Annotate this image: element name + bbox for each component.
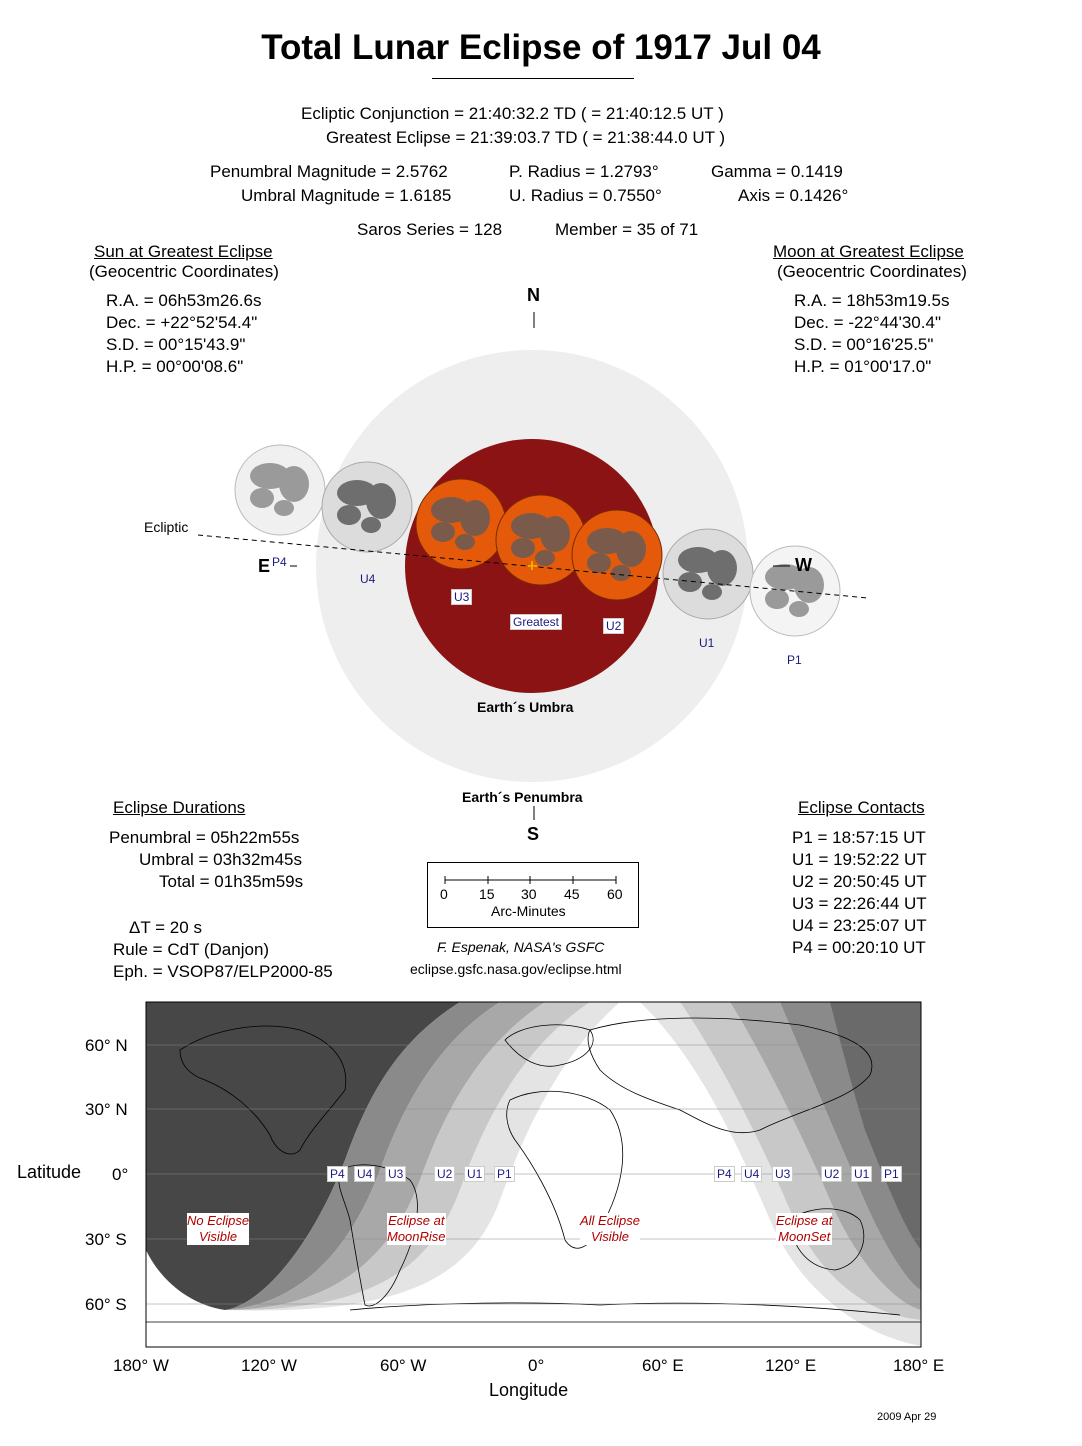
contacts-heading: Eclipse Contacts [798, 798, 925, 817]
moon-dec: Dec. = -22°44'30.4" [794, 313, 941, 332]
map-tag-u3-left: U3 [385, 1166, 406, 1182]
gamma: Gamma = 0.1419 [711, 162, 843, 181]
contact-p1-label: P1 [787, 653, 802, 667]
contact-u1-label: U1 [699, 636, 715, 650]
lat-label-60n: 60° N [85, 1036, 128, 1055]
region-moonrise-line2: MoonRise [387, 1229, 446, 1244]
region-no-eclipse-line2: Visible [199, 1229, 238, 1244]
umbra-label: Earth´s Umbra [477, 699, 574, 715]
region-moonset-line1: Eclipse at [776, 1213, 833, 1228]
east-label: E [258, 556, 271, 576]
sun-heading: Sun at Greatest Eclipse [94, 242, 273, 261]
duration-penumbral: Penumbral = 05h22m55s [109, 828, 300, 847]
ecliptic-conjunction: Ecliptic Conjunction = 21:40:32.2 TD ( = 21:40:12.5 UT ) [301, 104, 724, 123]
map-tag-u2-left: U2 [434, 1166, 455, 1182]
lon-label-120w: 120° W [241, 1356, 297, 1375]
map-tag-u4-left: U4 [354, 1166, 375, 1182]
west-label: W [795, 555, 812, 575]
sun-subheading: (Geocentric Coordinates) [89, 262, 279, 281]
map-tag-u3-right: U3 [772, 1166, 793, 1182]
credit-url[interactable]: eclipse.gsfc.nasa.gov/eclipse.html [410, 961, 622, 977]
map-tag-u2-right: U2 [821, 1166, 842, 1182]
sun-dec: Dec. = +22°52'54.4" [106, 313, 258, 332]
x-axis-label: Longitude [489, 1380, 569, 1400]
page-title: Total Lunar Eclipse of 1917 Jul 04 [261, 28, 821, 67]
penumbra-label: Earth´s Penumbra [462, 789, 583, 805]
contact-u3-label: U3 [451, 589, 472, 605]
date-stamp: 2009 Apr 29 [877, 1411, 937, 1423]
lon-label-180w: 180° W [113, 1356, 169, 1375]
contact-u2: U2 = 20:50:45 UT [792, 872, 927, 891]
region-moonrise [387, 1213, 446, 1245]
sun-sd: S.D. = 00°15'43.9" [106, 335, 246, 354]
scale-units: Arc-Minutes [491, 903, 566, 919]
lon-label-60w: 60° W [380, 1356, 427, 1375]
map-tag-p1-right: P1 [881, 1166, 902, 1182]
region-all-visible [580, 1213, 640, 1245]
contact-p4: P4 = 00:20:10 UT [792, 938, 926, 957]
duration-total: Total = 01h35m59s [159, 872, 304, 891]
north-label: N [527, 285, 540, 305]
region-moonrise-line1: Eclipse at [388, 1213, 445, 1228]
lat-label-30s: 30° S [85, 1230, 127, 1249]
scale-tick-45: 45 [564, 886, 580, 902]
greatest-eclipse-time: Greatest Eclipse = 21:39:03.7 TD ( = 21:38:44.0 UT ) [326, 128, 726, 147]
greatest-label: Greatest [510, 614, 562, 630]
moon-heading: Moon at Greatest Eclipse [773, 242, 964, 261]
saros-member: Member = 35 of 71 [555, 220, 699, 239]
region-no-eclipse [187, 1213, 249, 1245]
map-tag-u1-left: U1 [464, 1166, 485, 1182]
south-label: S [527, 824, 540, 844]
saros-series: Saros Series = 128 [357, 220, 503, 239]
credit-author: F. Espenak, NASA's GSFC [437, 939, 605, 955]
contact-u4-label: U4 [360, 572, 376, 586]
moon-ra: R.A. = 18h53m19.5s [794, 291, 950, 310]
lat-label-30n: 30° N [85, 1100, 128, 1119]
map-tag-p4-left: P4 [327, 1166, 348, 1182]
umbral-magnitude: Umbral Magnitude = 1.6185 [241, 186, 452, 205]
danjon-rule: Rule = CdT (Danjon) [113, 940, 270, 959]
penumbral-magnitude: Penumbral Magnitude = 2.5762 [210, 162, 448, 181]
map-tag-u1-right: U1 [851, 1166, 872, 1182]
ecliptic-label: Ecliptic [144, 519, 189, 535]
contact-u2-label: U2 [603, 618, 624, 634]
u-radius: U. Radius = 0.7550° [509, 186, 662, 205]
moon-subheading: (Geocentric Coordinates) [777, 262, 967, 281]
delta-t: ΔT = 20 s [129, 918, 202, 937]
sun-ra: R.A. = 06h53m26.6s [106, 291, 262, 310]
contact-u3: U3 = 22:26:44 UT [792, 894, 927, 913]
scale-tick-0: 0 [440, 886, 448, 902]
lat-label-0: 0° [112, 1165, 129, 1184]
lon-label-60e: 60° E [642, 1356, 684, 1375]
contact-u4: U4 = 23:25:07 UT [792, 916, 927, 935]
region-all-visible-line2: Visible [590, 1229, 630, 1244]
lon-label-0: 0° [528, 1356, 545, 1375]
region-moonset-line2: MoonSet [778, 1229, 831, 1244]
map-tag-p4-right: P4 [714, 1166, 735, 1182]
lat-label-60s: 60° S [85, 1295, 127, 1314]
scale-tick-15: 15 [479, 886, 495, 902]
moon-hp: H.P. = 01°00'17.0" [794, 357, 932, 376]
ephemeris: Eph. = VSOP87/ELP2000-85 [113, 962, 333, 981]
map-tag-u4-right: U4 [741, 1166, 762, 1182]
axis: Axis = 0.1426° [738, 186, 849, 205]
contact-p4-label: P4 [272, 555, 287, 569]
region-no-eclipse-line1: No Eclipse [187, 1213, 250, 1228]
duration-umbral: Umbral = 03h32m45s [139, 850, 303, 869]
contact-u1: U1 = 19:52:22 UT [792, 850, 927, 869]
durations-heading: Eclipse Durations [113, 798, 246, 817]
region-all-visible-line1: All Eclipse [580, 1213, 640, 1228]
y-axis-label: Latitude [17, 1162, 82, 1182]
lon-label-180e: 180° E [893, 1356, 945, 1375]
contact-p1: P1 = 18:57:15 UT [792, 828, 926, 847]
sun-hp: H.P. = 00°00'08.6" [106, 357, 244, 376]
region-moonset [776, 1213, 832, 1245]
lon-label-120e: 120° E [765, 1356, 817, 1375]
scale-tick-60: 60 [607, 886, 623, 902]
map-tag-p1-left: P1 [494, 1166, 515, 1182]
scale-tick-30: 30 [521, 886, 537, 902]
moon-sd: S.D. = 00°16'25.5" [794, 335, 934, 354]
p-radius: P. Radius = 1.2793° [509, 162, 659, 181]
